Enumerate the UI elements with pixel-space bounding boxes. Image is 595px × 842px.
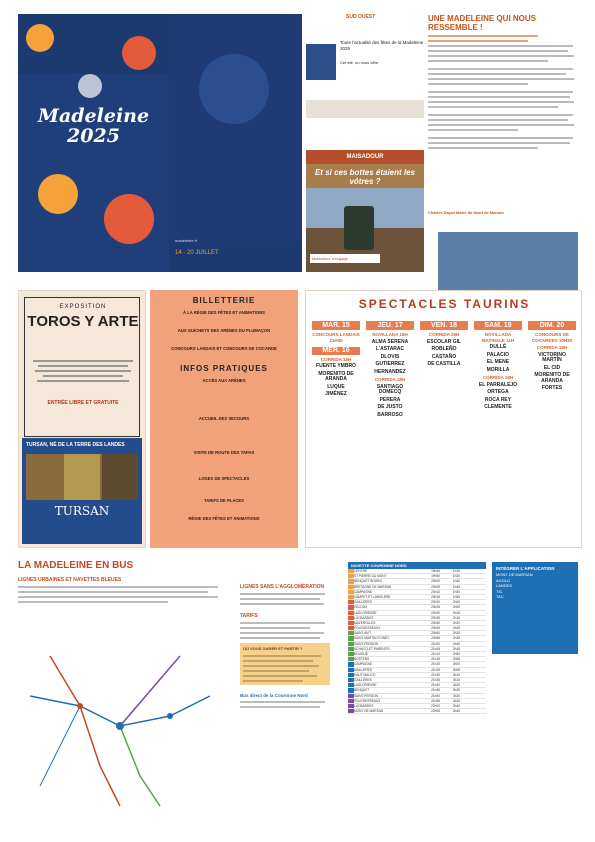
bull-or-torero: DE CASTILLA (427, 361, 461, 367)
tursan-ad (22, 438, 142, 544)
bus-bottom: Bus direct de la Couronne Nord (240, 692, 308, 698)
stop-time: 2h00 (452, 600, 460, 605)
stop-name: GELOUX (354, 605, 368, 610)
stop-time: 1h40 (452, 579, 460, 584)
stop-name: CAMPET-ET-LAMOLÈRE (354, 594, 391, 599)
day-header: MAR. 15 (312, 321, 360, 330)
stop-time: 3h25 (452, 688, 460, 693)
cover-title-line2: 2025 (67, 125, 120, 147)
stop-time: 21h30 (431, 672, 440, 677)
bus-info-column (240, 584, 330, 834)
stop-time: 2h15 (452, 615, 460, 620)
expo-title: TOROS Y ARTE (27, 313, 139, 330)
cover-panel (18, 14, 302, 272)
stop-time: 20h25 (431, 605, 440, 610)
bull-or-torero: BARROSO (377, 411, 403, 418)
stop-time: 21h45 (431, 688, 440, 693)
stop-time: 3h05 (452, 667, 460, 672)
stop-name: ST PIERRE DU MONT (354, 574, 387, 579)
bull-or-torero: GUTIERREZ (375, 361, 405, 367)
app-box-head: INTÉGRER L'APPLICATION (496, 566, 555, 571)
stop-time: 3h20 (452, 683, 460, 688)
bull-or-torero: FORTES (541, 385, 563, 391)
bull-or-torero: ORTEGA (487, 389, 509, 395)
day-header: JEU. 17 (366, 321, 414, 330)
stop-time: 1h50 (452, 589, 460, 594)
stop-time: 3h35 (452, 698, 460, 703)
bus-schedule-table (348, 562, 486, 834)
bull-or-torero: L'ASTARAC (375, 346, 405, 352)
bull-or-torero: PALACIO (486, 351, 510, 358)
billet-head-7: TARIFS DE PLACES (204, 498, 244, 503)
stop-time: 21h00 (431, 641, 440, 646)
bull-or-torero: CASTAÑO (431, 353, 457, 360)
stop-time: 21h50 (431, 693, 440, 698)
stop-name: SAINT-AVIT (354, 631, 372, 636)
bull-or-torero: LUQUE (327, 383, 345, 390)
bull-or-torero: EL CID (543, 364, 561, 371)
stop-time: 20h00 (431, 579, 440, 584)
article-lead (428, 35, 548, 42)
stop-time: 19h50 (431, 574, 440, 579)
bull-or-torero: JIMÉNEZ (325, 391, 347, 397)
stop-time: 3h10 (452, 672, 460, 677)
stop-name: POUYDESSEAUX (354, 698, 381, 703)
stop-name: MAILLÈRES (354, 667, 372, 672)
maisadour-note: Maisadour s'engage (310, 254, 380, 263)
event-label: CORRIDA 18H (536, 345, 568, 350)
billet-head-8: RÉGIE DES FÊTES ET ANIMATIONS (188, 516, 260, 521)
stop-name: UCHACQ-ET-PARENTIS (354, 646, 390, 651)
stop-name: BRETAGNE DE MARSAN (354, 584, 392, 589)
bull-or-torero: EL MENE (486, 359, 510, 365)
stop-name: LAGLORIEUSE (354, 683, 377, 688)
day-header: VEN. 18 (420, 321, 468, 330)
stop-time: 20h15 (431, 594, 440, 599)
stop-time: 20h20 (431, 600, 440, 605)
stop-time: 21h20 (431, 662, 440, 667)
stop-time: 2h45 (452, 646, 460, 651)
stop-time: 3h15 (452, 677, 460, 682)
stop-time: 20h50 (431, 631, 440, 636)
app-box-line-1: AGGLO (496, 577, 511, 583)
infos-title: INFOS PRATIQUES (180, 364, 268, 373)
day-column (420, 321, 468, 368)
event-label: NOVILLADA MATINALE 11H (481, 332, 515, 343)
stop-time: 20h05 (431, 584, 440, 589)
bus-sub-urban: LIGNES URBAINES ET NAVETTES BLEUES (18, 577, 122, 583)
puzzle-ad (306, 14, 424, 146)
stop-time: 1h45 (452, 584, 460, 589)
stop-time: 22h00 (431, 703, 440, 708)
taurins-title: SPECTACLES TAURINS (358, 297, 531, 311)
stop-name: MONT DE MARSAN (354, 709, 384, 714)
bull-or-torero: DLOVIS (380, 353, 400, 360)
stop-time: 21h15 (431, 657, 440, 662)
schedule-row (348, 709, 486, 714)
stop-time: 1h30 (452, 574, 460, 579)
day-header: SAM. 19 (474, 321, 522, 330)
app-box-line-3: TIC (496, 588, 503, 594)
stop-time: 21h10 (431, 652, 440, 656)
stop-time: 2h05 (452, 605, 460, 610)
billet-head-1: AUX GUICHETS DES ARÈNES DU PLUMAÇON (177, 328, 271, 333)
event-label: CORRIDA 18H (320, 356, 352, 362)
app-box (492, 562, 578, 654)
bull-or-torero: CLEMENTE (484, 404, 512, 410)
day-column (366, 321, 414, 418)
bull-or-torero: PERERA (379, 396, 401, 403)
festival-photo (438, 232, 578, 290)
schedule-head: NAVETTE COURONNE NORD (348, 562, 486, 569)
stop-name: BENQUET (354, 688, 370, 693)
stop-name: BENQUET BOURG (354, 579, 382, 584)
stop-time: 2h55 (452, 657, 460, 662)
app-box-line-2: LANDES (496, 583, 513, 588)
stop-time: 20h55 (431, 636, 440, 641)
bus-map (20, 636, 220, 812)
parking-box (240, 643, 330, 685)
stop-time: 21h35 (431, 677, 440, 682)
expo-entry: ENTRÉE LIBRE ET GRATUITE (47, 400, 119, 406)
app-box-line-0: MONT DE MARSAN (496, 572, 533, 577)
stop-time: 3h00 (452, 662, 460, 667)
stop-name: SAINT-PERDON (354, 641, 378, 646)
stop-name: LUCBARDEZ (354, 615, 374, 620)
stop-time: 3h30 (452, 693, 460, 698)
bull-or-torero: ROCA REY (484, 396, 512, 403)
bull-or-torero: ROBLEÑO (431, 346, 457, 352)
stop-time: 2h30 (452, 631, 460, 636)
expo-info (31, 358, 135, 382)
stop-time: 2h10 (452, 610, 460, 615)
stop-time: 2h50 (452, 652, 460, 656)
article-title: UNE MADELEINE QUI NOUS RESSEMBLE ! (428, 14, 537, 32)
stop-time: 20h10 (431, 589, 440, 594)
stop-time: 20h40 (431, 620, 440, 625)
article-signature: Charles Dayot Maire de Mont de Marsan (428, 210, 504, 215)
billet-head-0: À LA RÉGIE DES FÊTES ET ANIMATIONS (183, 310, 265, 315)
billet-head-5: VISITE DE ROUTE DES TAPAS (193, 450, 255, 455)
maisadour-question: Et si ces bottes étaient les vôtres ? (314, 168, 416, 186)
stop-name: BOSTENS (354, 657, 370, 662)
billetterie-title: BILLETTERIE (192, 296, 256, 305)
billet-head-6: LOGES DE SPECTACLES (198, 476, 250, 481)
stop-time: 2h25 (452, 626, 460, 631)
stop-time: 21h55 (431, 698, 440, 703)
puzzle-brand: SUD OUEST (346, 14, 376, 20)
bull-or-torero: DULLÉ (489, 344, 507, 350)
stop-time: 1h25 (452, 569, 460, 573)
tursan-title: TURSAN, NÉ DE LA TERRE DES LANDES (26, 442, 125, 448)
bull-or-torero: ESCOLAR GIL (426, 338, 462, 345)
maisadour-brand: MAISADOUR (306, 150, 424, 164)
stop-time: 20h45 (431, 626, 440, 631)
maisadour-ad (306, 150, 424, 272)
bus-title: LA MADELEINE EN BUS (18, 560, 134, 571)
event-label: NOVILLADA 18H (372, 332, 408, 337)
stop-time: 22h05 (431, 709, 440, 714)
event-label: CORRIDA 18H (374, 377, 406, 382)
stop-time: 2h35 (452, 636, 460, 641)
day-column (528, 321, 576, 392)
stop-time: 1h55 (452, 594, 460, 599)
puzzle-heading: Toute l'actualité des fêtes de la Madeleine 2025 (340, 40, 424, 51)
stop-name: CAMPAGNE (354, 662, 373, 667)
stop-time: 21h05 (431, 646, 440, 651)
bull-or-torero: EL PARRALEJO (478, 381, 518, 388)
stop-time: 19h45 (431, 569, 440, 573)
tursan-images (26, 454, 138, 500)
event-label: CORRIDA 18H (482, 375, 514, 380)
stop-name: GAILLÈRES (354, 677, 372, 682)
cover-title (28, 106, 159, 146)
bus-sub-parking: OÙ VOUS GARER ET PARTIR ? (243, 646, 303, 651)
stop-time: 3h45 (452, 709, 460, 714)
stop-name: LAGLORIEUSE (354, 610, 377, 615)
day-header: MER. 16 (312, 347, 360, 355)
bull-or-torero: SANTIAGO DOMECQ (376, 383, 404, 395)
stop-time: 3h40 (452, 703, 460, 708)
puzzle-pieces-image (306, 100, 424, 118)
stop-name: LUCBARDEZ (354, 703, 374, 708)
day-header: DIM. 20 (528, 321, 576, 330)
puzzle-subheading: Cet été, on vous offre (340, 60, 379, 65)
bus-sub-agglo: LIGNES SANS L'AGGLOMÉRATION (240, 584, 325, 590)
bull-or-torero: FUENTE YMBRO (316, 363, 356, 369)
cover-dates: 14 · 20 JUILLET (169, 246, 302, 272)
stop-name: SAINT-PERDON (354, 693, 378, 698)
billet-head-4: ACCUEIL DES SECOURS (198, 416, 250, 421)
day-column (312, 321, 360, 398)
stop-time: 2h20 (452, 620, 460, 625)
stop-name: GAILLÈRES (354, 600, 372, 605)
puzzle-image (306, 44, 336, 80)
stop-time: 20h35 (431, 615, 440, 620)
stop-name: MAZEROLLES (354, 620, 376, 625)
stop-name: HAUT MAUCO (354, 672, 376, 677)
bull-or-torero: VICTORINO MARTÍN (538, 351, 566, 363)
editorial-article (428, 14, 578, 272)
event-label: CONCOURS DE COCARDES 10H30 (531, 332, 573, 343)
stop-time: 20h30 (431, 610, 440, 615)
cover-title-line1: Madeleine (37, 105, 150, 127)
event-label: CONCOURS LANDAIS 21H30 (312, 332, 360, 343)
bull-or-torero: HERNANDEZ (374, 368, 406, 375)
stop-name: CAMPAGNE (354, 589, 373, 594)
stop-name: CENTRE (354, 569, 368, 573)
stop-time: 21h25 (431, 667, 440, 672)
cover-right-panel (169, 14, 302, 246)
day-column (474, 321, 522, 411)
cover-illustration (18, 14, 169, 272)
stop-name: BOUGUE (354, 652, 368, 656)
bus-sub-tarifs: TARIFS (240, 613, 258, 619)
stop-name: SAINT-MARTIN D'ONEY (354, 636, 390, 641)
bull-or-torero: ALMA SERENA (371, 338, 409, 345)
bull-or-torero: DE JUSTO (377, 404, 403, 410)
billet-head-2: CONCOURS LANDAIS ET CONCOURS DE COCARDE (171, 346, 277, 351)
stop-name: POUYDESSEAUX (354, 626, 381, 631)
bull-or-torero: MORILLA (486, 366, 510, 373)
boots-image (344, 206, 374, 250)
expo-label: EXPOSITION (59, 304, 107, 310)
bull-or-torero: MORENITO DE ARANDA (534, 372, 570, 384)
app-box-line-4: TAC (496, 594, 504, 599)
bull-or-torero: MORENITO DE ARANDA (318, 370, 354, 382)
website-text: madeleine.fr (175, 238, 198, 243)
stop-time: 21h40 (431, 683, 440, 688)
article-body (428, 45, 578, 149)
stop-time: 2h40 (452, 641, 460, 646)
billetterie-panel (150, 290, 298, 548)
billet-head-3: ACCÈS AUX ARÈNES (202, 378, 246, 383)
event-label: CORRIDA 18H (428, 332, 460, 337)
tursan-logo: TURSAN (54, 504, 110, 518)
spectacles-taurins-panel (305, 290, 582, 548)
